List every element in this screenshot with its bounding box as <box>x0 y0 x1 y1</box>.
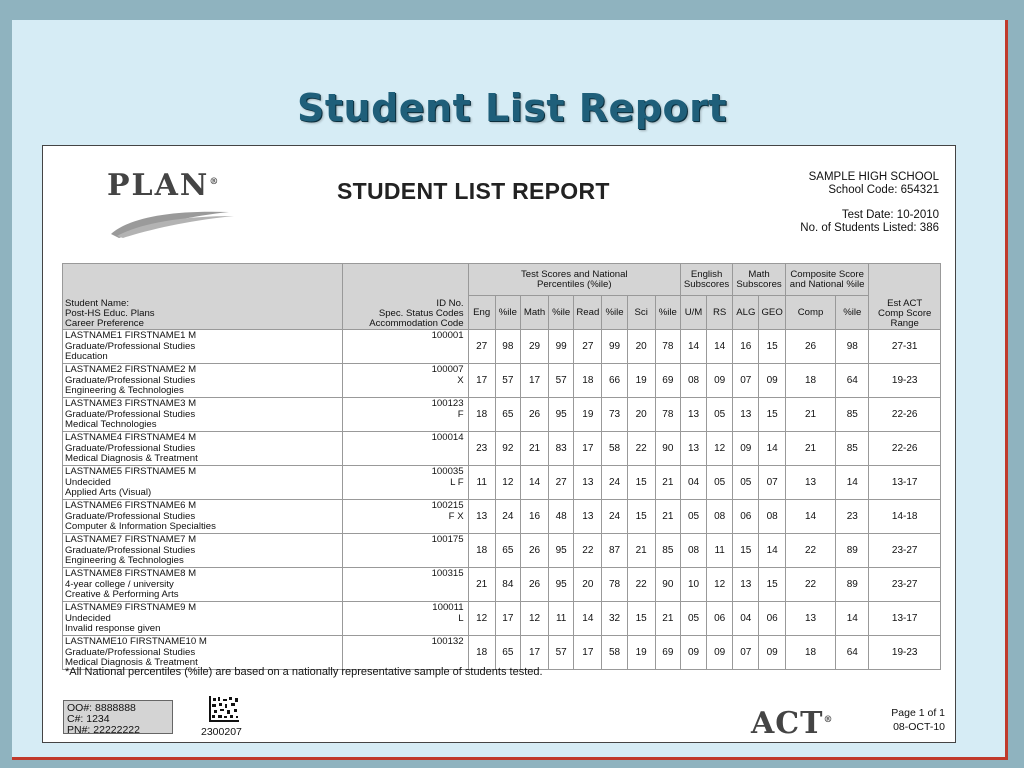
student-name: LASTNAME1 FIRSTNAME1 M <box>65 330 197 341</box>
score-cell: 16 <box>520 500 548 534</box>
school-name: SAMPLE HIGH SCHOOL <box>808 171 939 183</box>
score-cell: 14 <box>520 466 548 500</box>
student-cell <box>63 466 343 500</box>
score-cell: 99 <box>549 330 574 364</box>
score-cell: 04 <box>733 602 759 636</box>
score-cell: 48 <box>549 500 574 534</box>
student-id: 100215 <box>431 500 464 511</box>
student-career: Engineering & Technologies <box>65 555 184 566</box>
score-cell: 15 <box>759 398 785 432</box>
score-cell: 87 <box>602 534 627 568</box>
student-id: 100132 <box>431 636 464 647</box>
score-cell: 17 <box>520 364 548 398</box>
score-cell: 19 <box>627 636 655 670</box>
score-cell: 14 <box>785 500 835 534</box>
score-cell: 57 <box>549 636 574 670</box>
header-english-subscores: English Subscores <box>680 264 732 296</box>
score-cell: 13 <box>574 500 602 534</box>
test-date: Test Date: 10-2010 <box>841 209 939 221</box>
score-cell: 08 <box>759 500 785 534</box>
score-cell: 07 <box>759 466 785 500</box>
id-cell <box>342 330 468 364</box>
est-range-cell: 23-27 <box>869 568 941 602</box>
score-cell: 09 <box>707 364 733 398</box>
plan-logo-mark: ® <box>209 177 221 187</box>
table-row <box>63 364 941 398</box>
students-listed: No. of Students Listed: 386 <box>800 222 939 234</box>
header-score-col: ALG <box>733 296 759 330</box>
student-id: 100014 <box>431 432 464 443</box>
score-cell: 10 <box>680 568 706 602</box>
header-student-line: Post-HS Educ. Plans <box>65 308 155 319</box>
plan-swoosh-icon <box>109 204 239 240</box>
score-cell: 17 <box>574 636 602 670</box>
score-cell: 26 <box>520 398 548 432</box>
score-cell: 95 <box>549 398 574 432</box>
report-date: 08-OCT-10 <box>893 721 945 733</box>
score-cell: 05 <box>707 398 733 432</box>
student-cell <box>63 636 343 670</box>
school-code: School Code: 654321 <box>828 184 939 196</box>
student-plan: Graduate/Professional Studies <box>65 510 196 522</box>
school-info <box>800 171 939 235</box>
score-cell: 14 <box>836 466 869 500</box>
score-cell: 21 <box>655 500 680 534</box>
score-cell: 21 <box>785 398 835 432</box>
est-range-cell: 22-26 <box>869 432 941 466</box>
score-cell: 78 <box>655 330 680 364</box>
table-row <box>63 534 941 568</box>
datamatrix-barcode-icon <box>209 696 239 722</box>
student-id: 100001 <box>431 330 464 341</box>
score-cell: 19 <box>574 398 602 432</box>
score-cell: 23 <box>836 500 869 534</box>
header-score-col: RS <box>707 296 733 330</box>
table-row <box>63 466 941 500</box>
student-id: 100175 <box>431 534 464 545</box>
student-career: Medical Diagnosis & Treatment <box>65 453 198 464</box>
score-cell: 21 <box>468 568 495 602</box>
score-cell: 13 <box>733 568 759 602</box>
score-cell: 21 <box>627 534 655 568</box>
student-plan: Graduate/Professional Studies <box>65 544 196 556</box>
student-plan: Graduate/Professional Studies <box>65 340 196 352</box>
report-document <box>42 145 956 743</box>
score-cell: 78 <box>655 398 680 432</box>
id-cell <box>342 466 468 500</box>
student-career: Medical Technologies <box>65 419 157 430</box>
score-cell: 99 <box>602 330 627 364</box>
header-student-line: Career Preference <box>65 318 144 329</box>
score-cell: 20 <box>574 568 602 602</box>
id-cell <box>342 432 468 466</box>
score-cell: 65 <box>495 534 520 568</box>
score-cell: 11 <box>549 602 574 636</box>
score-cell: 21 <box>785 432 835 466</box>
est-range-cell: 13-17 <box>869 466 941 500</box>
header-id-line: Accommodation Code <box>369 318 464 329</box>
score-cell: 83 <box>549 432 574 466</box>
table-row <box>63 602 941 636</box>
plan-logo-text: PLAN <box>107 168 210 203</box>
student-career: Applied Arts (Visual) <box>65 487 152 498</box>
score-cell: 11 <box>468 466 495 500</box>
header-score-col: Eng <box>468 296 495 330</box>
header-student <box>63 264 343 330</box>
header-est-range: Est ACT Comp Score Range <box>869 264 941 330</box>
id-cell <box>342 636 468 670</box>
score-cell: 09 <box>680 636 706 670</box>
score-cell: 90 <box>655 432 680 466</box>
student-name: LASTNAME4 FIRSTNAME4 M <box>65 432 197 443</box>
score-cell: 89 <box>836 534 869 568</box>
score-cell: 12 <box>495 466 520 500</box>
student-codes: L <box>458 612 464 624</box>
score-cell: 98 <box>836 330 869 364</box>
page-info <box>891 706 945 734</box>
est-range-cell: 14-18 <box>869 500 941 534</box>
table-row <box>63 432 941 466</box>
score-cell: 89 <box>836 568 869 602</box>
score-cell: 14 <box>574 602 602 636</box>
table-row <box>63 330 941 364</box>
score-cell: 09 <box>759 636 785 670</box>
score-cell: 85 <box>836 398 869 432</box>
score-cell: 09 <box>733 432 759 466</box>
score-cell: 21 <box>655 602 680 636</box>
score-cell: 12 <box>707 432 733 466</box>
score-cell: 27 <box>549 466 574 500</box>
score-cell: 22 <box>785 568 835 602</box>
score-cell: 13 <box>680 432 706 466</box>
student-codes: F <box>457 408 464 420</box>
score-cell: 08 <box>680 364 706 398</box>
score-cell: 95 <box>549 534 574 568</box>
header-score-col: Read <box>574 296 602 330</box>
score-cell: 27 <box>468 330 495 364</box>
score-cell: 15 <box>627 466 655 500</box>
student-cell <box>63 432 343 466</box>
score-cell: 15 <box>733 534 759 568</box>
est-range-cell: 27-31 <box>869 330 941 364</box>
score-cell: 22 <box>574 534 602 568</box>
header-score-col: %ile <box>655 296 680 330</box>
student-cell <box>63 534 343 568</box>
score-cell: 69 <box>655 636 680 670</box>
score-cell: 24 <box>495 500 520 534</box>
score-cell: 09 <box>707 636 733 670</box>
score-cell: 15 <box>759 330 785 364</box>
student-name: LASTNAME3 FIRSTNAME3 M <box>65 398 197 409</box>
score-cell: 13 <box>733 398 759 432</box>
score-cell: 26 <box>785 330 835 364</box>
student-id: 100123 <box>431 398 464 409</box>
student-id: 100007 <box>431 364 464 375</box>
score-cell: 58 <box>602 636 627 670</box>
score-cell: 08 <box>707 500 733 534</box>
score-cell: 12 <box>468 602 495 636</box>
score-cell: 64 <box>836 636 869 670</box>
student-name: LASTNAME2 FIRSTNAME2 M <box>65 364 197 375</box>
header-id-line: ID No. <box>436 298 464 309</box>
header-score-col: U/M <box>680 296 706 330</box>
student-career: Education <box>65 351 108 362</box>
score-cell: 84 <box>495 568 520 602</box>
score-cell: 17 <box>468 364 495 398</box>
score-cell: 23 <box>468 432 495 466</box>
score-cell: 19 <box>627 364 655 398</box>
score-cell: 85 <box>836 432 869 466</box>
est-range-cell: 23-27 <box>869 534 941 568</box>
student-scores-table <box>62 263 941 670</box>
score-cell: 69 <box>655 364 680 398</box>
score-cell: 12 <box>520 602 548 636</box>
student-cell <box>63 330 343 364</box>
act-logo-mark: ® <box>823 715 834 725</box>
score-cell: 26 <box>520 534 548 568</box>
score-cell: 16 <box>733 330 759 364</box>
header-composite: Composite Score and National %ile <box>785 264 869 296</box>
header-score-col: Comp <box>785 296 835 330</box>
student-career: Medical Diagnosis & Treatment <box>65 657 198 668</box>
score-cell: 15 <box>759 568 785 602</box>
student-plan: Graduate/Professional Studies <box>65 374 196 386</box>
score-cell: 08 <box>680 534 706 568</box>
score-cell: 32 <box>602 602 627 636</box>
student-name: LASTNAME10 FIRSTNAME10 M <box>65 636 207 647</box>
student-name: LASTNAME9 FIRSTNAME9 M <box>65 602 197 613</box>
student-codes: L F <box>450 476 464 488</box>
score-cell: 73 <box>602 398 627 432</box>
order-codes-box <box>63 700 173 734</box>
student-career: Engineering & Technologies <box>65 385 184 396</box>
score-cell: 90 <box>655 568 680 602</box>
score-cell: 22 <box>785 534 835 568</box>
score-cell: 14 <box>836 602 869 636</box>
page-number: Page 1 of 1 <box>891 707 945 719</box>
score-cell: 18 <box>468 534 495 568</box>
score-cell: 24 <box>602 466 627 500</box>
student-name: LASTNAME8 FIRSTNAME8 M <box>65 568 197 579</box>
score-cell: 57 <box>549 364 574 398</box>
score-cell: 14 <box>759 534 785 568</box>
header-id-line: Spec. Status Codes <box>378 308 464 319</box>
score-cell: 22 <box>627 568 655 602</box>
pn-number: PN#: 22222222 <box>67 724 140 736</box>
student-plan: Graduate/Professional Studies <box>65 442 196 454</box>
score-cell: 24 <box>602 500 627 534</box>
c-number: C#: 1234 <box>67 713 110 725</box>
student-cell <box>63 500 343 534</box>
score-cell: 13 <box>785 466 835 500</box>
score-cell: 05 <box>680 500 706 534</box>
header-score-col: %ile <box>549 296 574 330</box>
student-codes: X <box>457 374 464 386</box>
score-cell: 05 <box>733 466 759 500</box>
score-cell: 06 <box>759 602 785 636</box>
student-plan: 4-year college / university <box>65 578 174 590</box>
student-plan: Graduate/Professional Studies <box>65 646 196 658</box>
score-cell: 65 <box>495 636 520 670</box>
student-name: LASTNAME5 FIRSTNAME5 M <box>65 466 197 477</box>
score-cell: 95 <box>549 568 574 602</box>
score-cell: 14 <box>680 330 706 364</box>
score-cell: 18 <box>468 398 495 432</box>
report-title: STUDENT LIST REPORT <box>337 178 610 204</box>
score-cell: 12 <box>707 568 733 602</box>
est-range-cell: 13-17 <box>869 602 941 636</box>
header-id <box>342 264 468 330</box>
act-logo-text: ACT <box>751 706 824 741</box>
student-career: Creative & Performing Arts <box>65 589 179 600</box>
score-cell: 07 <box>733 636 759 670</box>
id-cell <box>342 568 468 602</box>
score-cell: 13 <box>680 398 706 432</box>
header-score-col: %ile <box>495 296 520 330</box>
table-row <box>63 500 941 534</box>
score-cell: 65 <box>495 398 520 432</box>
score-cell: 13 <box>574 466 602 500</box>
student-cell <box>63 364 343 398</box>
score-cell: 15 <box>627 500 655 534</box>
score-cell: 92 <box>495 432 520 466</box>
score-cell: 98 <box>495 330 520 364</box>
score-cell: 29 <box>520 330 548 364</box>
score-cell: 06 <box>733 500 759 534</box>
header-score-col: Math <box>520 296 548 330</box>
score-cell: 57 <box>495 364 520 398</box>
student-cell <box>63 602 343 636</box>
oo-number: OO#: 8888888 <box>67 702 136 714</box>
score-cell: 17 <box>574 432 602 466</box>
score-cell: 85 <box>655 534 680 568</box>
est-range-cell: 19-23 <box>869 364 941 398</box>
score-cell: 64 <box>836 364 869 398</box>
score-cell: 21 <box>520 432 548 466</box>
score-cell: 13 <box>468 500 495 534</box>
slide-title: Student List Report <box>296 86 727 130</box>
score-cell: 14 <box>707 330 733 364</box>
score-cell: 05 <box>707 466 733 500</box>
table-body <box>63 330 941 670</box>
header-score-col: GEO <box>759 296 785 330</box>
header-student-line: Student Name: <box>65 298 129 309</box>
plan-logo <box>107 168 267 238</box>
student-cell <box>63 568 343 602</box>
barcode-number: 2300207 <box>201 726 242 738</box>
student-plan: Undecided <box>65 476 111 488</box>
student-career: Computer & Information Specialties <box>65 521 216 532</box>
score-cell: 78 <box>602 568 627 602</box>
header-test-scores: Test Scores and National Percentiles (%ile) <box>468 264 680 296</box>
score-cell: 20 <box>627 398 655 432</box>
score-cell: 13 <box>785 602 835 636</box>
score-cell: 11 <box>707 534 733 568</box>
score-cell: 18 <box>468 636 495 670</box>
student-cell <box>63 398 343 432</box>
student-id: 100011 <box>432 602 464 613</box>
student-name: LASTNAME6 FIRSTNAME6 M <box>65 500 197 511</box>
student-career: Invalid response given <box>65 623 161 634</box>
score-cell: 22 <box>627 432 655 466</box>
header-score-col: Sci <box>627 296 655 330</box>
student-codes: F X <box>448 510 464 522</box>
table-row <box>63 398 941 432</box>
student-plan: Graduate/Professional Studies <box>65 408 196 420</box>
id-cell <box>342 364 468 398</box>
score-cell: 15 <box>627 602 655 636</box>
student-name: LASTNAME7 FIRSTNAME7 M <box>65 534 197 545</box>
score-cell: 17 <box>520 636 548 670</box>
score-cell: 20 <box>627 330 655 364</box>
score-cell: 26 <box>520 568 548 602</box>
score-cell: 17 <box>495 602 520 636</box>
id-cell <box>342 398 468 432</box>
score-cell: 04 <box>680 466 706 500</box>
score-cell: 18 <box>785 636 835 670</box>
footnote: *All National percentiles (%ile) are based on a nationally representative sample of students tested. <box>65 666 543 678</box>
table-row <box>63 568 941 602</box>
score-cell: 27 <box>574 330 602 364</box>
student-plan: Undecided <box>65 612 111 624</box>
header-score-col: %ile <box>602 296 627 330</box>
id-cell <box>342 534 468 568</box>
table-row <box>63 636 941 670</box>
est-range-cell: 22-26 <box>869 398 941 432</box>
score-cell: 21 <box>655 466 680 500</box>
student-id: 100035 <box>431 466 464 477</box>
header-math-subscores: Math Subscores <box>733 264 786 296</box>
score-cell: 05 <box>680 602 706 636</box>
id-cell <box>342 500 468 534</box>
header-score-col: %ile <box>836 296 869 330</box>
score-cell: 18 <box>785 364 835 398</box>
score-cell: 58 <box>602 432 627 466</box>
student-id: 100315 <box>431 568 464 579</box>
score-cell: 09 <box>759 364 785 398</box>
est-range-cell: 19-23 <box>869 636 941 670</box>
score-cell: 06 <box>707 602 733 636</box>
score-cell: 07 <box>733 364 759 398</box>
score-cell: 14 <box>759 432 785 466</box>
id-cell <box>342 602 468 636</box>
score-cell: 18 <box>574 364 602 398</box>
act-logo <box>751 706 833 741</box>
score-cell: 66 <box>602 364 627 398</box>
